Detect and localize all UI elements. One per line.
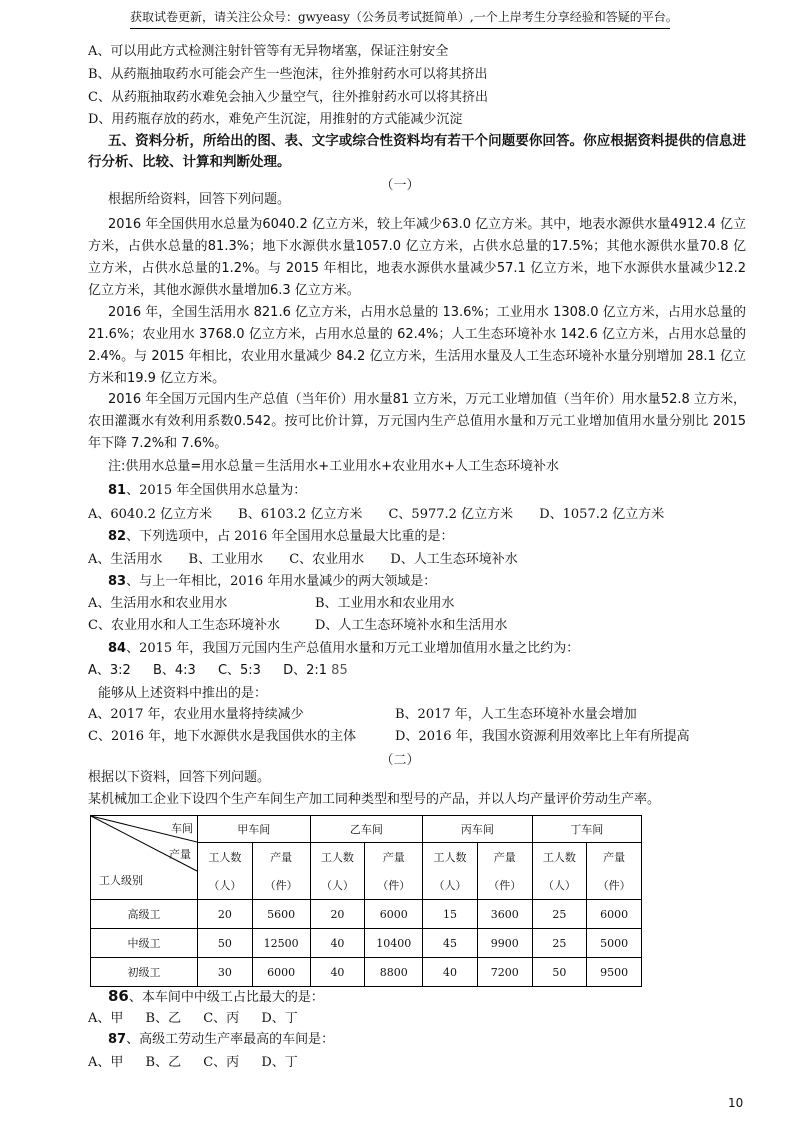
diag-label-workshop: 车间 [171,822,193,835]
subheader-output-unit: （件） [252,871,310,900]
diag-label-worker-level: 工人级别 [99,874,143,887]
part2-description: 某机械加工企业下设四个生产车间生产加工同种类型和型号的产品，并以人均产量评价劳动生产率。 [88,792,661,807]
subheader-workers-unit: （人） [198,871,253,900]
subheader-workers: 工人数 [310,843,365,872]
workshop-table [90,815,642,987]
q86-number: 86 [108,987,129,1005]
q85-option-a: A、2017 年，农业用水量将持续减少 [88,707,304,722]
q83-option-c: C、农业用水和人工生态环境补水 [88,618,280,633]
q82-option-a: A、生活用水 [88,552,163,567]
part1-intro: 根据所给资料，回答下列问题。 [108,192,291,207]
diag-label-output: 产量 [169,848,191,861]
table-cell: 20 [310,900,365,929]
q83-text: 、与上一年相比，2016 年用水量减少的两大领域是： [126,574,437,589]
q81-options [88,505,664,525]
workshop-header-ding: 丁车间 [532,816,641,843]
section5-title: 五、资料分析，所给出的图、表、文字或综合性资料均有若干个问题要你回答。你应根据资料提供的信息进行分析、比较、计算和判断处理。 [88,133,746,170]
q87-option-d: D、丁 [261,1055,298,1070]
table-cell: 25 [532,900,587,929]
part1-paragraph-3: 2016 年全国万元国内生产总值（当年价）用水量81 立方米，万元工业增加值（当年价）用水量52.8 立方米，农田灌溉水有效利用系数0.542。按可比价计算，万元国内生产总值用水量和万元工业增加值用水量分别比 2015 年下降 7.2%和 7.6%。 [88,392,746,451]
subheader-output: 产量 [252,843,310,872]
table-cell: 6000 [252,958,310,987]
q81-option-c: C、5977.2 亿立方米 [388,507,514,522]
q82-text: 、下列选项中，占 2016 年全国用水总量最大比重的是： [126,529,454,544]
table-cell: 3600 [477,900,532,929]
subheader-output: 产量 [587,843,642,872]
q85-stem: 能够从上述资料中推出的是： [98,686,268,701]
subheader-workers: 工人数 [198,843,253,872]
table-cell: 6000 [365,900,423,929]
q83-stem [108,572,436,592]
prev-option-a: A、可以用此方式检测注射针管等有无异物堵塞，保证注射安全 [88,44,449,59]
table-cell: 5600 [252,900,310,929]
workshop-header-bing: 丙车间 [423,816,532,843]
table-cell: 10400 [365,929,423,958]
q85-number-inline: 85 [331,663,348,678]
prev-option-c: C、从药瓶抽取药水难免会抽入少量空气，往外推射药水可以将其挤出 [88,90,488,105]
page-header: 获取试卷更新，请关注公众号：gwyeasy（公务员考试挺简单）,一个上岸考生分享经验和答疑的平台。 [130,8,670,29]
table-cell: 40 [423,958,478,987]
q83-number: 83 [108,574,127,589]
q86-option-d: D、丁 [261,1011,298,1026]
part1-label: （一） [380,178,420,193]
subheader-output: 产量 [477,843,532,872]
q86-option-a: A、甲 [88,1011,124,1026]
q84-text: 、2015 年，我国万元国内生产总值用水量和万元工业增加值用水量之比约为： [126,641,580,656]
table-cell: 15 [423,900,478,929]
q84-option-c: C、5:3 [217,663,261,678]
table-cell: 6000 [587,900,642,929]
prev-option-b: B、从药瓶抽取药水可能会产生一些泡沫，往外推射药水可以将其挤出 [88,67,488,82]
q86-stem [108,986,324,1008]
q87-option-c: C、丙 [203,1055,240,1070]
q84-options [88,661,348,681]
table-cell: 12500 [252,929,310,958]
q85-option-c: C、2016 年，地下水源供水是我国供水的主体 [88,729,357,744]
q82-options [88,550,518,570]
q86-options [88,1009,298,1029]
table-cell: 8800 [365,958,423,987]
q87-stem [108,1030,334,1050]
q82-option-c: C、农业用水 [289,552,365,567]
table-cell: 45 [423,929,478,958]
q82-stem [108,527,453,547]
q87-option-b: B、乙 [145,1055,182,1070]
q85-option-b: B、2017 年，人工生态环境补水量会增加 [395,707,637,722]
q81-number: 81 [108,483,127,498]
table-cell: 50 [532,958,587,987]
part1-note: 注:供用水总量=用水总量＝生活用水+工业用水+农业用水+人工生态环境补水 [108,459,559,474]
q84-number: 84 [108,641,127,656]
q81-option-b: B、6103.2 亿立方米 [238,507,363,522]
q87-text: 、高级工劳动生产率最高的车间是： [126,1032,335,1047]
table-cell: 5000 [587,929,642,958]
q87-number: 87 [108,1032,127,1047]
q82-number: 82 [108,529,127,544]
table-cell: 9900 [477,929,532,958]
table-cell: 30 [198,958,253,987]
prev-option-d: D、用药瓶存放的药水，难免产生沉淀，用推射的方式能减少沉淀 [88,112,463,127]
page-number: 10 [728,1096,744,1110]
part2-intro: 根据以下资料，回答下列问题。 [88,770,271,785]
subheader-output-unit: （件） [365,871,423,900]
q84-option-a: A、3:2 [88,663,131,678]
subheader-workers: 工人数 [423,843,478,872]
table-cell: 20 [198,900,253,929]
q86-option-c: C、丙 [203,1011,240,1026]
q84-option-b: B、4:3 [152,663,196,678]
row-label-intermediate: 中级工 [91,929,198,958]
q87-options [88,1053,298,1073]
q86-text: 、本车间中中级工占比最大的是： [128,990,324,1005]
subheader-workers: 工人数 [532,843,587,872]
q83-option-a: A、生活用水和农业用水 [88,596,228,611]
part1-paragraph-2: 2016 年，全国生活用水 821.6 亿立方米，占用水总量的 13.6%；工业用水 1308.0 亿立方米，占用水总量的 21.6%；农业用水 3768.0 亿立方米，占用水总量的 62.4%；人工生态环境补水 142.6 亿立方米，占用水总量的 2.4%。与 2015 年相比，农业用水量减少 84.2 亿立方米，生活用水量及人工生态环境补水量分别增加 28.1 亿立方米和19.9 亿立方米。 [88,305,746,386]
subheader-workers-unit: （人） [532,871,587,900]
table-row [91,958,642,987]
q83-option-d: D、人工生态环境补水和生活用水 [315,618,508,633]
table-cell: 7200 [477,958,532,987]
q81-stem [108,481,306,501]
table-row [91,929,642,958]
q84-stem [108,639,579,659]
row-label-junior: 初级工 [91,958,198,987]
subheader-workers-unit: （人） [423,871,478,900]
subheader-output: 产量 [365,843,423,872]
subheader-output-unit: （件） [477,871,532,900]
q81-option-d: D、1057.2 亿立方米 [539,507,665,522]
q85-option-d: D、2016 年，我国水资源利用效率比上年有所提高 [395,729,690,744]
subheader-workers-unit: （人） [310,871,365,900]
workshop-header-jia: 甲车间 [198,816,311,843]
table-cell: 40 [310,958,365,987]
q81-text: 、2015 年全国供用水总量为： [126,483,307,498]
q84-option-d: D、2:1 [283,663,328,678]
q86-option-b: B、乙 [145,1011,182,1026]
q81-option-a: A、6040.2 亿立方米 [88,507,213,522]
subheader-output-unit: （件） [587,871,642,900]
table-cell: 25 [532,929,587,958]
diagonal-header-cell [91,816,198,900]
q87-option-a: A、甲 [88,1055,124,1070]
q82-option-d: D、人工生态环境补水 [390,552,518,567]
q82-option-b: B、工业用水 [188,552,264,567]
workshop-header-yi: 乙车间 [310,816,423,843]
table-row [91,900,642,929]
row-label-senior: 高级工 [91,900,198,929]
q83-option-b: B、工业用水和农业用水 [315,596,455,611]
part1-paragraph-1: 2016 年全国供用水总量为6040.2 亿立方米，较上年减少63.0 亿立方米。其中，地表水源供水量4912.4 亿立方米，占供水总量的81.3%；地下水源供水量1057.0 亿立方米，占供水总量的17.5%；其他水源供水量70.8 亿立方米，占供水总量的1.2%。与 2015 年相比，地表水源供水量减少57.1 亿立方米，地下水源供水量减少12.2 亿立方米，其他水源供水量增加6.3 亿立方米。 [88,217,746,298]
part2-label: （二） [380,753,420,768]
table-cell: 50 [198,929,253,958]
table-cell: 9500 [587,958,642,987]
table-cell: 40 [310,929,365,958]
